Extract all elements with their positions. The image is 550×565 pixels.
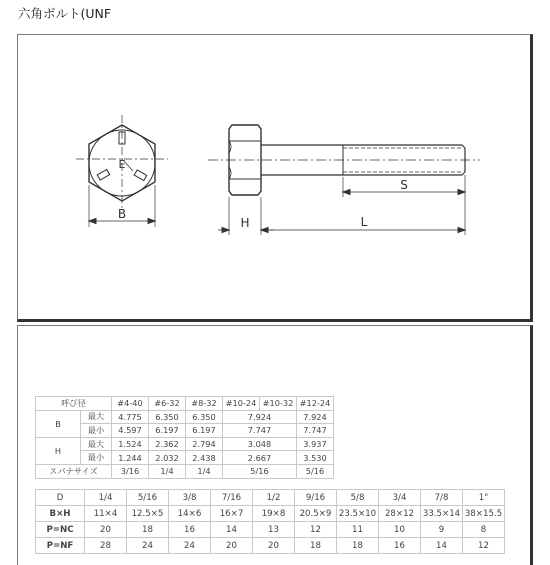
- row-category: H: [36, 437, 81, 464]
- value-cell: 2.032: [149, 451, 186, 465]
- value-cell: 6.197: [149, 424, 186, 438]
- value-cell: 5/16: [223, 464, 297, 478]
- row-category: B: [36, 410, 81, 437]
- value-cell: 18: [337, 538, 379, 554]
- value-cell: 33.5×14: [421, 506, 463, 522]
- header-cell: #10-32: [260, 397, 297, 411]
- label-E: E: [118, 158, 126, 171]
- table-row: [36, 397, 334, 411]
- value-cell: 1/4: [149, 464, 186, 478]
- header-cell: #8-32: [186, 397, 223, 411]
- value-cell: 20: [85, 522, 127, 538]
- value-cell: 2.667: [223, 451, 297, 465]
- value-cell: 23.5×10: [337, 506, 379, 522]
- value-cell: 1/4: [186, 464, 223, 478]
- value-cell: 14: [211, 522, 253, 538]
- value-cell: 8: [463, 522, 505, 538]
- value-cell: 19×8: [253, 506, 295, 522]
- table-row: [36, 538, 505, 554]
- value-cell: 7.924: [223, 410, 297, 424]
- value-cell: 7/16: [211, 490, 253, 506]
- value-cell: 2.794: [186, 437, 223, 451]
- value-cell: 38×15.5: [463, 506, 505, 522]
- table-row: [36, 437, 334, 451]
- value-cell: 16: [379, 538, 421, 554]
- row-label: P=NC: [36, 522, 85, 538]
- value-cell: 6.197: [186, 424, 223, 438]
- value-cell: 4.597: [112, 424, 149, 438]
- bolt-drawing: [18, 35, 532, 321]
- value-cell: 24: [127, 538, 169, 554]
- table-row: [36, 410, 334, 424]
- row-label: P=NF: [36, 538, 85, 554]
- label-H: H: [240, 216, 250, 230]
- value-cell: 1/2: [253, 490, 295, 506]
- value-cell: 20.5×9: [295, 506, 337, 522]
- value-cell: 14×6: [169, 506, 211, 522]
- value-cell: 12.5×5: [127, 506, 169, 522]
- value-cell: 12: [463, 538, 505, 554]
- row-label: B×H: [36, 506, 85, 522]
- value-cell: 11: [337, 522, 379, 538]
- value-cell: 16×7: [211, 506, 253, 522]
- value-cell: 16: [169, 522, 211, 538]
- header-cell: #4-40: [112, 397, 149, 411]
- label-B: B: [117, 207, 127, 221]
- value-cell: 9/16: [295, 490, 337, 506]
- page-title: 六角ボルト(UNF: [18, 6, 112, 21]
- value-cell: 5/16: [127, 490, 169, 506]
- header-cell: #6-32: [149, 397, 186, 411]
- value-cell: 7.924: [297, 410, 334, 424]
- row-subcategory: 最大: [81, 437, 112, 451]
- value-cell: 1.524: [112, 437, 149, 451]
- value-cell: 28×12: [379, 506, 421, 522]
- header-cell: 呼び径: [36, 397, 112, 411]
- value-cell: 9: [421, 522, 463, 538]
- value-cell: 1": [463, 490, 505, 506]
- value-cell: 12: [295, 522, 337, 538]
- value-cell: 1/4: [85, 490, 127, 506]
- value-cell: 28: [85, 538, 127, 554]
- value-cell: 6.350: [186, 410, 223, 424]
- value-cell: 3/16: [112, 464, 149, 478]
- row-subcategory: 最大: [81, 410, 112, 424]
- table-row: [36, 506, 505, 522]
- table-row: [36, 451, 334, 465]
- value-cell: 3/4: [379, 490, 421, 506]
- table-row: [36, 424, 334, 438]
- value-cell: 24: [169, 538, 211, 554]
- value-cell: 4.775: [112, 410, 149, 424]
- table-row: [36, 522, 505, 538]
- value-cell: 18: [127, 522, 169, 538]
- value-cell: 7.747: [297, 424, 334, 438]
- size-table-1: [35, 396, 334, 479]
- value-cell: 5/8: [337, 490, 379, 506]
- value-cell: 20: [253, 538, 295, 554]
- value-cell: 6.350: [149, 410, 186, 424]
- value-cell: 7/8: [421, 490, 463, 506]
- header-cell: #10-24: [223, 397, 260, 411]
- row-subcategory: 最小: [81, 424, 112, 438]
- header-cell: #12-24: [297, 397, 334, 411]
- value-cell: 3.937: [297, 437, 334, 451]
- drawing-panel: [17, 34, 533, 322]
- value-cell: 20: [211, 538, 253, 554]
- value-cell: 2.362: [149, 437, 186, 451]
- value-cell: 1.244: [112, 451, 149, 465]
- table-row: [36, 490, 505, 506]
- value-cell: 14: [421, 538, 463, 554]
- row-subcategory: 最小: [81, 451, 112, 465]
- row-label: D: [36, 490, 85, 506]
- value-cell: 3.048: [223, 437, 297, 451]
- spanner-label: スパナサイズ: [36, 464, 112, 478]
- value-cell: 18: [295, 538, 337, 554]
- value-cell: 5/16: [297, 464, 334, 478]
- value-cell: 3/8: [169, 490, 211, 506]
- value-cell: 7.747: [223, 424, 297, 438]
- size-table-2: [35, 489, 505, 554]
- value-cell: 13: [253, 522, 295, 538]
- label-L: L: [360, 215, 368, 229]
- bolt-side-view: [208, 125, 480, 195]
- value-cell: 10: [379, 522, 421, 538]
- value-cell: 3.530: [297, 451, 334, 465]
- table-row: [36, 464, 334, 478]
- label-S: S: [400, 178, 408, 192]
- value-cell: 2.438: [186, 451, 223, 465]
- value-cell: 11×4: [85, 506, 127, 522]
